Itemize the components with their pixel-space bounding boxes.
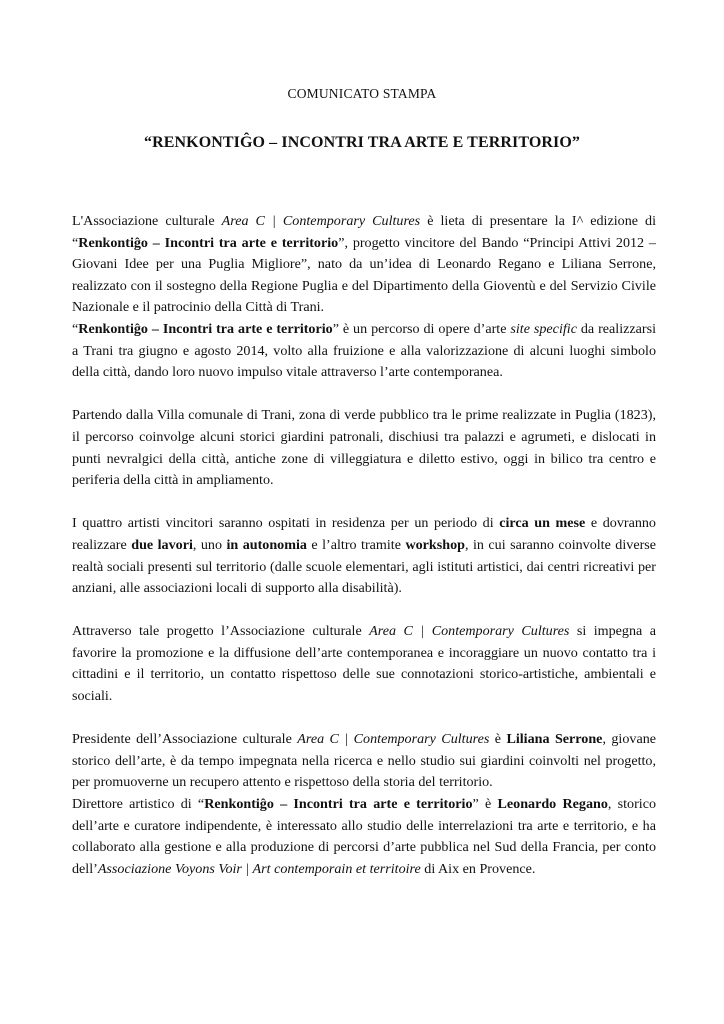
document-body (72, 211, 656, 880)
text-run: Presidente dell’Associazione culturale (72, 731, 298, 748)
text-run: Direttore artistico di “ (72, 796, 205, 813)
text-run: si impegna a favorire la promozione e la diffusione dell’arte contemporanea e incoraggiare un nuovo contatto tra i cittadini e il territorio, un contatto rispettoso delle sue connotazioni storico-artistiche, ambientali e sociali. (72, 623, 656, 705)
text-run: e l’altro tramite (306, 536, 406, 553)
paragraph-artists (72, 513, 656, 599)
text-run: “ (72, 320, 79, 337)
paragraph-project (72, 319, 656, 384)
association-name: Area C | Contemporary Cultures (297, 731, 490, 748)
paragraph-intro (72, 211, 656, 319)
association-name: Area C | Contemporary Cultures (369, 623, 570, 640)
paragraph-director (72, 794, 656, 880)
text-run: di Aix en Provence. (420, 860, 536, 877)
emphasis-autonomy: in autonomia (226, 536, 307, 553)
project-name: Renkontiĝo – Incontri tra arte e territorio (78, 320, 333, 337)
project-name: Renkontiĝo – Incontri tra arte e territorio (78, 234, 339, 251)
paragraph-mission (72, 621, 656, 707)
partner-association-name: Associazione Voyons Voir | Art contemporain et territoire (97, 860, 421, 877)
text-run: è lieta di presentare la I^ edizione di “ (72, 213, 656, 251)
text-run: , in cui saranno coinvolte diverse realtà sociali presenti sul territorio (dalle scuole elementari, agli istituti artistici, dai centri ricreativi per anziani, alle associazioni locali di supporto alla disabilità). (72, 536, 657, 597)
text-run: è (489, 731, 507, 748)
text-run: , giovane storico dell’arte, è da tempo impegnata nella ricerca e nello studio sui giardini coinvolti nel progetto, per promuoverne un recupero attento e rispettoso della storia del territorio. (72, 731, 656, 791)
emphasis-works: due lavori (131, 536, 193, 553)
text-run: e dovranno realizzare (72, 515, 656, 553)
document-title: “RENKONTIĜO – INCONTRI TRA ARTE E TERRITORIO” (143, 134, 581, 151)
emphasis-workshop: workshop (405, 536, 465, 553)
paragraph-route (72, 405, 656, 491)
emphasis-duration: circa un mese (499, 515, 586, 532)
association-name: Area C | Contemporary Cultures (221, 213, 421, 229)
project-name: Renkontiĝo – Incontri tra arte e territorio (204, 796, 473, 813)
text-run: ” è (472, 796, 498, 813)
text-run: da realizzarsi a Trani tra giugno e agosto 2014, volto alla fruizione e alla valorizzazione di alcuni luoghi simbolo della città, dando loro nuovo impulso vitale attraverso l’arte contemporanea. (72, 320, 656, 381)
president-name: Liliana Serrone (506, 731, 603, 748)
text-run: I quattro artisti vincitori saranno ospitati in residenza per un periodo di (72, 515, 500, 532)
site-specific-term: site specific (510, 320, 577, 337)
text-run: ” è un percorso di opere d’arte (332, 320, 511, 337)
text-run: ”, progetto vincitore del Bando “Principi Attivi 2012 – Giovani Idee per una Puglia Migliore”, nato da un’idea di Leonardo Regano e Liliana Serrone, realizzato con il sostegno della Regione Puglia e del Dipartimento della Gioventù e del Servizio Civile Nazionale e il patrocinio della Città di Trani. (72, 234, 656, 316)
text-run: Partendo dalla Villa comunale di Trani, zona di verde pubblico tra le prime realizzate in Puglia (1823), il percorso coinvolge alcuni storici giardini patronali, dischiusi tra palazzi e agrumeti, e dislocati in punti nevralgici della città, antiche zone di villeggiatura e diletto estivo, oggi in bilico tra centro e periferia della città in ampliamento. (72, 407, 656, 489)
text-run: L'Associazione culturale (72, 213, 222, 229)
director-name: Leonardo Regano (497, 796, 608, 813)
text-run: Attraverso tale progetto l’Associazione culturale (72, 623, 370, 640)
text-run: , uno (192, 536, 227, 553)
paragraph-president (72, 729, 656, 794)
text-run: , storico dell’arte e curatore indipendente, è interessato allo studio delle interrelazioni tra arte e territorio, e ha collaborato alla gestione e alla produzione di percorsi d’arte pubblica nel Sud della Francia, per conto dell’ (72, 796, 656, 877)
press-release-heading: COMUNICATO STAMPA (287, 86, 437, 101)
